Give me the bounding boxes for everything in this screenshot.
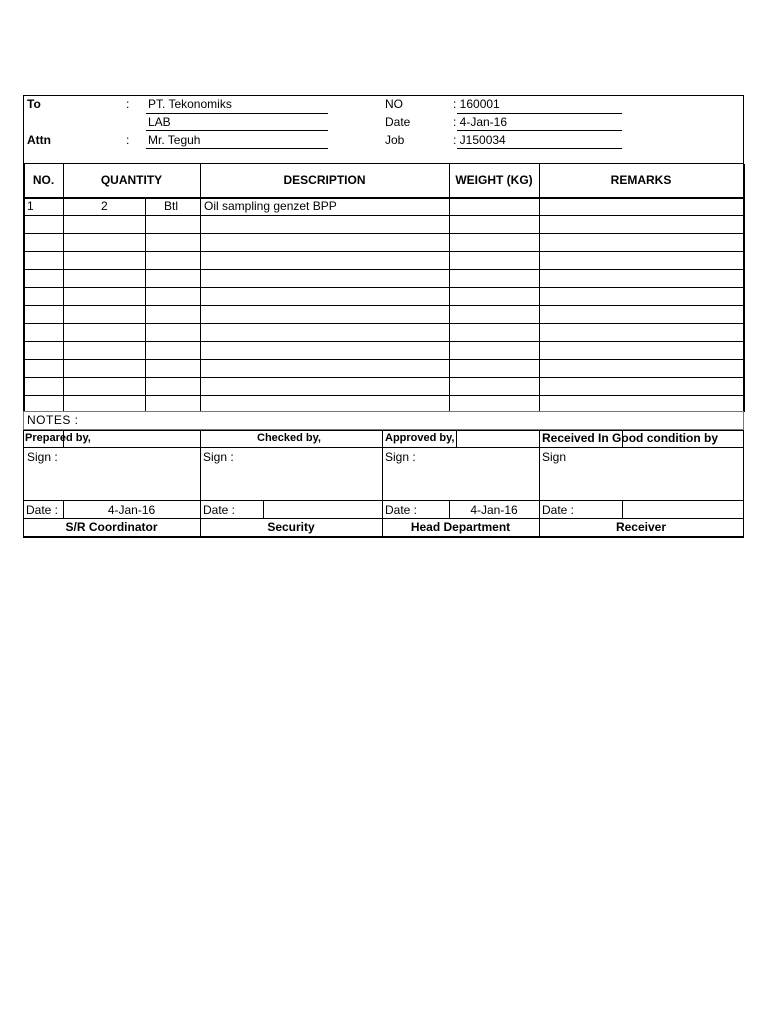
sig-line [23,447,744,448]
table-left-border [23,164,25,412]
row-description: Oil sampling genzet BPP [204,199,337,213]
role-sr-coordinator: S/R Coordinator [65,520,158,534]
prepared-by-label: Prepared by, [25,432,91,444]
sig-right-border [743,430,744,537]
col-divider [200,164,201,412]
sign-field-4: Sign [542,450,567,464]
date-label-2: Date : [203,503,236,517]
role-receiver: Receiver [615,520,667,534]
to-underline [146,113,328,114]
col-header-no: NO. [32,173,55,187]
date-label-4: Date : [542,503,575,517]
col-header-weight: WEIGHT (KG) [455,173,533,187]
notes-box [23,411,744,430]
row-line [23,215,744,216]
row-unit: Btl [164,199,179,213]
sig-line [23,500,744,501]
to-colon: : [126,97,130,111]
row-line [23,341,744,342]
role-security: Security [267,520,315,534]
sig-divider [456,430,457,447]
approved-by-label: Approved by, [385,432,455,444]
date-value: : 4-Jan-16 [453,115,508,129]
received-by-label: Received In Good condition by [542,431,719,445]
sig-line [23,518,744,519]
no-underline [457,113,622,114]
col-divider [539,164,540,412]
checked-by-label: Checked by, [257,432,321,444]
to-value-line2: LAB [148,115,171,129]
date-label-1: Date : [26,503,59,517]
row-no: 1 [27,199,34,213]
no-value: : 160001 [453,97,500,111]
row-line [23,251,744,252]
attn-label: Attn [27,133,51,147]
to-value: PT. Tekonomiks [148,97,232,111]
col-header-remarks: REMARKS [610,173,672,187]
to-line2-underline [146,130,328,131]
sig-bottom-line [23,536,744,538]
date-divider [622,500,623,518]
to-label: To [27,97,41,111]
row-line [23,377,744,378]
job-label: Job [385,133,405,147]
attn-value: Mr. Teguh [148,133,201,147]
table-right-border [743,164,745,412]
no-label: NO [385,97,403,111]
sign-field-2: Sign : [203,450,234,464]
row-line [23,233,744,234]
col-divider [63,164,64,412]
sign-field-1: Sign : [27,450,58,464]
col-divider [449,164,450,412]
sign-field-3: Sign : [385,450,416,464]
row-line [23,359,744,360]
notes-label: NOTES : [27,413,79,427]
date-label-3: Date : [385,503,418,517]
col-header-quantity: QUANTITY [100,173,163,187]
date-value-3: 4-Jan-16 [470,503,518,517]
col-divider [145,197,146,412]
row-line [23,323,744,324]
row-line [23,287,744,288]
row-line [23,269,744,270]
job-value: : J150034 [453,133,506,147]
col-header-description: DESCRIPTION [283,173,366,187]
header-box [23,95,744,164]
row-line [23,305,744,306]
date-divider [263,500,264,518]
row-line [23,395,744,396]
table-top-line [23,197,744,199]
attn-underline [146,148,328,149]
job-underline [457,148,622,149]
role-head-department: Head Department [410,520,511,534]
date-value-1: 4-Jan-16 [107,503,156,517]
date-label: Date [385,115,411,129]
date-underline [457,130,622,131]
attn-colon: : [126,133,130,147]
row-qty: 2 [101,199,108,213]
